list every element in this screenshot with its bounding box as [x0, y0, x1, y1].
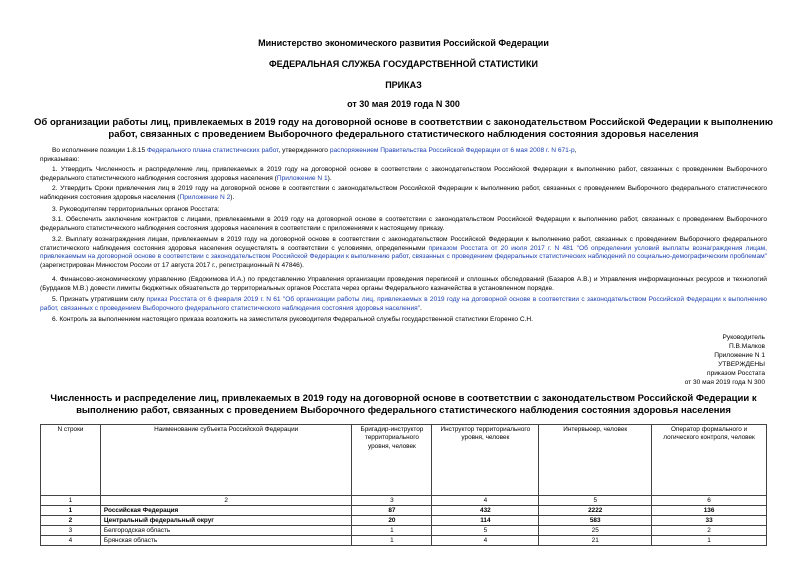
appendix-1-link[interactable]: Приложение N 1 [276, 174, 328, 182]
service-name: ФЕДЕРАЛЬНАЯ СЛУЖБА ГОСУДАРСТВЕННОЙ СТАТИСТИКИ [269, 59, 538, 69]
interviewer-count: 2222 [539, 506, 652, 516]
rosstat-order-61-link[interactable]: приказ Росстата от 6 февраля 2019 г. N 61 "Об организации работы лиц, привлекаемых в 2019 году на договорной основе в соответствии с законодательством Российской Федерации к выполнению работ, связанных с проведением Выборочного федерального статистического наблюдения состояния здоровья населения" [40, 296, 767, 312]
intro-text-3: , [574, 147, 577, 154]
paragraph-3-2-text: 3.2. Выплату вознаграждения лицам, привлекаемым в 2019 году на договорной основе в соответствии с законодательством Российской Федерации к выполнению работ, связанных с проведением Выборочного федерального статистического наблюдения состояния здоровья населения осуществлять в соответствии с условиями, определенными [40, 236, 767, 252]
row-number: 3 [41, 526, 101, 536]
paragraph-1-end: ). [327, 174, 332, 182]
interviewer-count: 25 [539, 526, 652, 536]
signer-position: Руководитель [722, 334, 765, 341]
numbering-cell: 1 [41, 496, 101, 506]
rosstat-order-481-link[interactable]: приказом Росстата от 20 июля 2017 г. N 481 "Об определении условий выплаты вознаграждения лицам, привлекаемым на договорной основе в соответствии с законодательством Российской Федерации к выполнению работ, связанных с проведением федеральных статистических наблюдений по социально-демографическим проблемам" [40, 244, 767, 261]
order-label: ПРИКАЗ [385, 80, 422, 90]
paragraph-5 [40, 296, 767, 313]
table-row [41, 526, 767, 536]
interviewer-count: 583 [539, 516, 652, 526]
paragraph-1-text: 1. Утвердить Численность и распределение лиц, привлекаемых в 2019 году на договорной основе в соответствии с законодательством Российской Федерации к выполнению работ, связанных с проведением Выборочного федерального статистического наблюдения состояния здоровья населения ( [40, 166, 767, 182]
col-operator: Оператор формального и логического контроля, человек [652, 425, 767, 496]
row-number: 1 [41, 506, 101, 516]
order-title: Об организации работы лиц, привлекаемых в 2019 году на договорной основе в соответствии с законодательством Российской Федерации к выполнению работ, связанных с проведением Выборочного федерального статистического наблюдения состояния здоровья населения [34, 117, 773, 140]
numbering-cell: 5 [539, 496, 652, 506]
ministry-name: Министерство экономического развития Российской Федерации [258, 38, 549, 48]
paragraph-5-text: 5. Признать утратившим силу [52, 296, 147, 303]
operator-count: 33 [652, 516, 767, 526]
numbering-cell: 6 [652, 496, 767, 506]
operator-count: 1 [652, 536, 767, 546]
signer-name: П.В.Малков [728, 343, 765, 350]
paragraph-2-text: 2. Утвердить Сроки привлечения лиц в 2019 году на договорной основе в соответствии с законодательством Российской Федерации к выполнению работ, связанных с проведением Выборочного федерального статистического наблюдения состояния здоровья населения ( [40, 185, 767, 201]
col-interviewer: Интервьюер, человек [539, 425, 652, 496]
table-row [41, 536, 767, 546]
table-row [41, 506, 767, 516]
federal-plan-link[interactable]: Федерального плана статистических работ [146, 147, 279, 154]
col-row-number: N строки [41, 425, 101, 496]
operator-count: 136 [652, 506, 767, 516]
distribution-table [40, 424, 767, 546]
intro-text-2: , утвержденного [278, 147, 330, 154]
paragraph-3: 3. Руководителям территориальных органов Росстата: [52, 206, 220, 213]
numbering-cell: 2 [100, 496, 352, 506]
region-name: Центральный федеральный округ [100, 516, 352, 526]
intro-paragraph [40, 147, 767, 156]
brigadier-count: 87 [352, 506, 432, 516]
order-date: от 30 мая 2019 года N 300 [347, 99, 460, 109]
table-header-row [41, 425, 767, 496]
paragraph-2 [40, 185, 767, 202]
orders-word: приказываю: [40, 156, 80, 163]
instructor-count: 5 [432, 526, 539, 536]
col-instructor: Инструктор территориального уровня, человек [432, 425, 539, 496]
approved-by: приказом Росстата [707, 370, 765, 377]
numbering-cell: 4 [432, 496, 539, 506]
interviewer-count: 21 [539, 536, 652, 546]
row-number: 2 [41, 516, 101, 526]
brigadier-count: 1 [352, 526, 432, 536]
intro-text: Во исполнение позиции 1.8.15 [52, 147, 147, 154]
numbering-cell: 3 [352, 496, 432, 506]
appendix-label: Приложение N 1 [714, 352, 765, 359]
region-name: Российская Федерация [100, 506, 352, 516]
brigadier-count: 1 [352, 536, 432, 546]
paragraph-3-2 [40, 236, 767, 270]
signature-block [685, 333, 765, 387]
col-brigadier: Бригадир-инструктор территориального уровня, человек [352, 425, 432, 496]
table-title: Численность и распределение лиц, привлекаемых в 2019 году на договорной основе в соответствии с законодательством Российской Федерации к выполнению работ, связанных с проведением Выборочного федерального статистического наблюдения состояния здоровья населения [50, 393, 757, 416]
appendix-2-link[interactable]: Приложение N 2 [179, 193, 231, 201]
paragraph-3-2-end: (зарегистрирован Минюстом России от 17 августа 2017 г., регистрационный N 47846). [40, 261, 304, 269]
row-number: 4 [41, 536, 101, 546]
paragraph-6: 6. Контроль за выполнением настоящего приказа возложить на заместителя руководителя Федеральной службы государственной статистики Егоренко С.Н. [52, 316, 534, 323]
region-name: Брянская область [100, 536, 352, 546]
paragraph-4: 4. Финансово-экономическому управлению (Евдокимова И.А.) по представлению Управления организации проведения переписей и сплошных обследований (Базаров А.В.) и Управления информационных ресурсов и технологий (Бурдаков М.В.) довести лимиты бюджетных обязательств до территориальных органов Росстата через органы Федерального казначейства в установленном порядке. [40, 276, 767, 292]
paragraph-5-end: . [420, 304, 422, 312]
government-decree-link[interactable]: распоряжением Правительства Российской Федерации от 6 мая 2008 г. N 671-р [329, 147, 575, 154]
brigadier-count: 20 [352, 516, 432, 526]
table-numbering-row [41, 496, 767, 506]
approved-label: УТВЕРЖДЕНЫ [718, 361, 765, 368]
region-name: Белгородская область [100, 526, 352, 536]
table-row [41, 516, 767, 526]
instructor-count: 114 [432, 516, 539, 526]
paragraph-3-1: 3.1. Обеспечить заключение контрактов с лицами, привлекаемыми в 2019 году на договорной основе в соответствии с законодательством Российской Федерации к выполнению работ, связанных с проведением Выборочного федерального статистического наблюдения состояния здоровья населения в соответствии с приложениями к настоящему приказу. [40, 216, 767, 232]
operator-count: 2 [652, 526, 767, 536]
instructor-count: 4 [432, 536, 539, 546]
col-region-name: Наименование субъекта Российской Федерации [100, 425, 352, 496]
paragraph-2-end: ). [230, 193, 235, 201]
instructor-count: 432 [432, 506, 539, 516]
paragraph-1 [40, 166, 767, 183]
approved-date: от 30 мая 2019 года N 300 [684, 379, 765, 386]
